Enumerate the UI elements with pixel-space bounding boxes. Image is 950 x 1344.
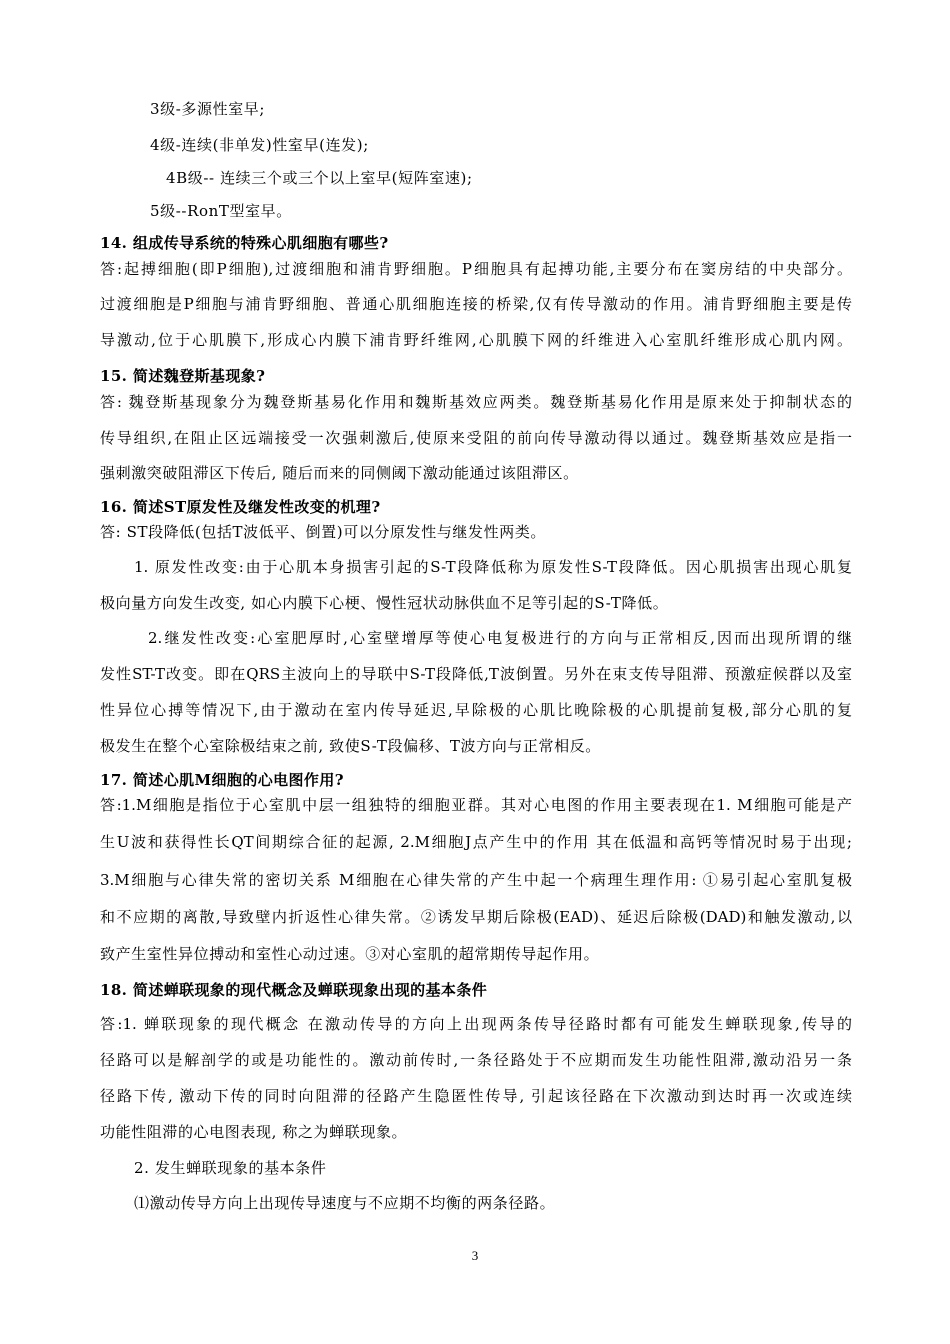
text-line: 性异位心搏等情况下,由于激动在室内传导延迟,早除极的心肌比晚除极的心肌提前复极,部分心肌的复: [100, 701, 852, 719]
text-line: 4级-连续(非单发)性室早(连发);: [150, 136, 369, 154]
text-line: 答:起搏细胞(即P细胞),过渡细胞和浦肯野细胞。P细胞具有起搏功能,主要分布在窦房结的中央部分。: [100, 260, 852, 278]
text-line: 和不应期的离散,导致壁内折返性心律失常。②诱发早期后除极(EAD)、延迟后除极(DAD)和触发激动,以: [100, 908, 852, 926]
page-number: 3: [471, 1248, 479, 1263]
text-line: 答:1. 蝉联现象的现代概念 在激动传导的方向上出现两条传导径路时都有可能发生蝉联现象,传导的: [100, 1015, 852, 1033]
question-heading: 16. 简述ST原发性及继发性改变的机理?: [100, 498, 381, 516]
text-line: 过渡细胞是P细胞与浦肯野细胞、普通心肌细胞连接的桥梁,仅有传导激动的作用。浦肯野细胞主要是传: [100, 295, 852, 313]
text-line: 生U波和获得性长QT间期综合征的起源, 2.M细胞J点产生中的作用 其在低温和高钙等情况时易于出现;: [100, 833, 852, 851]
text-line: 3.M细胞与心律失常的密切关系 M细胞在心律失常的产生中起一个病理生理作用: ①易引起心室肌复极: [100, 871, 852, 889]
question-heading: 14. 组成传导系统的特殊心肌细胞有哪些?: [100, 234, 389, 252]
text-line: 答: ST段降低(包括T波低平、倒置)可以分原发性与继发性两类。: [100, 523, 547, 541]
text-line: 5级--RonT型室早。: [150, 202, 292, 220]
question-heading: 17. 简述心肌M细胞的心电图作用?: [100, 771, 344, 789]
text-line: 答:1.M细胞是指位于心室肌中层一组独特的细胞亚群。其对心电图的作用主要表现在1. M细胞可能是产: [100, 796, 852, 814]
text-line: 径路下传, 激动下传的同时向阻滞的径路产生隐匿性传导, 引起该径路在下次激动到达时再一次或连续: [100, 1087, 852, 1105]
text-line: 3级-多源性室早;: [150, 100, 266, 118]
text-line: 径路可以是解剖学的或是功能性的。激动前传时,一条径路处于不应期而发生功能性阻滞,激动沿另一条: [100, 1051, 852, 1069]
text-line: 发性ST-T改变。即在QRS主波向上的导联中S-T段降低,T波倒置。另外在束支传导阻滞、预激症候群以及室: [100, 665, 852, 683]
question-heading: 15. 简述魏登斯基现象?: [100, 367, 266, 385]
text-line: 1. 原发性改变:由于心肌本身损害引起的S-T段降低称为原发性S-T段降低。因心肌损害出现心肌复: [134, 558, 852, 576]
text-line: 致产生室性异位搏动和室性心动过速。③对心室肌的超常期传导起作用。: [100, 945, 600, 963]
text-line: 极向量方向发生改变, 如心内膜下心梗、慢性冠状动脉供血不足等引起的S-T降低。: [100, 594, 669, 612]
text-line: 传导组织,在阻止区远端接受一次强刺激后,使原来受阻的前向传导激动得以通过。魏登斯基效应是指一: [100, 429, 852, 447]
text-line: 4B级-- 连续三个或三个以上室早(短阵室速);: [166, 169, 473, 187]
text-line: 2. 发生蝉联现象的基本条件: [134, 1159, 327, 1177]
text-line: ⑴激动传导方向上出现传导速度与不应期不均衡的两条径路。: [134, 1194, 556, 1212]
question-heading: 18. 简述蝉联现象的现代概念及蝉联现象出现的基本条件: [100, 981, 488, 999]
text-line: 导激动,位于心肌膜下,形成心内膜下浦肯野纤维网,心肌膜下网的纤维进入心室肌纤维形成心肌内网。: [100, 331, 852, 349]
text-line: 功能性阻滞的心电图表现, 称之为蝉联现象。: [100, 1123, 408, 1141]
text-line: 2.继发性改变:心室肥厚时,心室壁增厚等使心电复极进行的方向与正常相反,因而出现所谓的继: [148, 629, 852, 647]
text-line: 极发生在整个心室除极结束之前, 致使S-T段偏移、T波方向与正常相反。: [100, 737, 601, 755]
text-line: 答: 魏登斯基现象分为魏登斯基易化作用和魏斯基效应两类。魏登斯基易化作用是原来处于抑制状态的: [100, 393, 852, 411]
text-line: 强刺激突破阻滞区下传后, 随后而来的同侧阈下激动能通过该阻滞区。: [100, 464, 579, 482]
